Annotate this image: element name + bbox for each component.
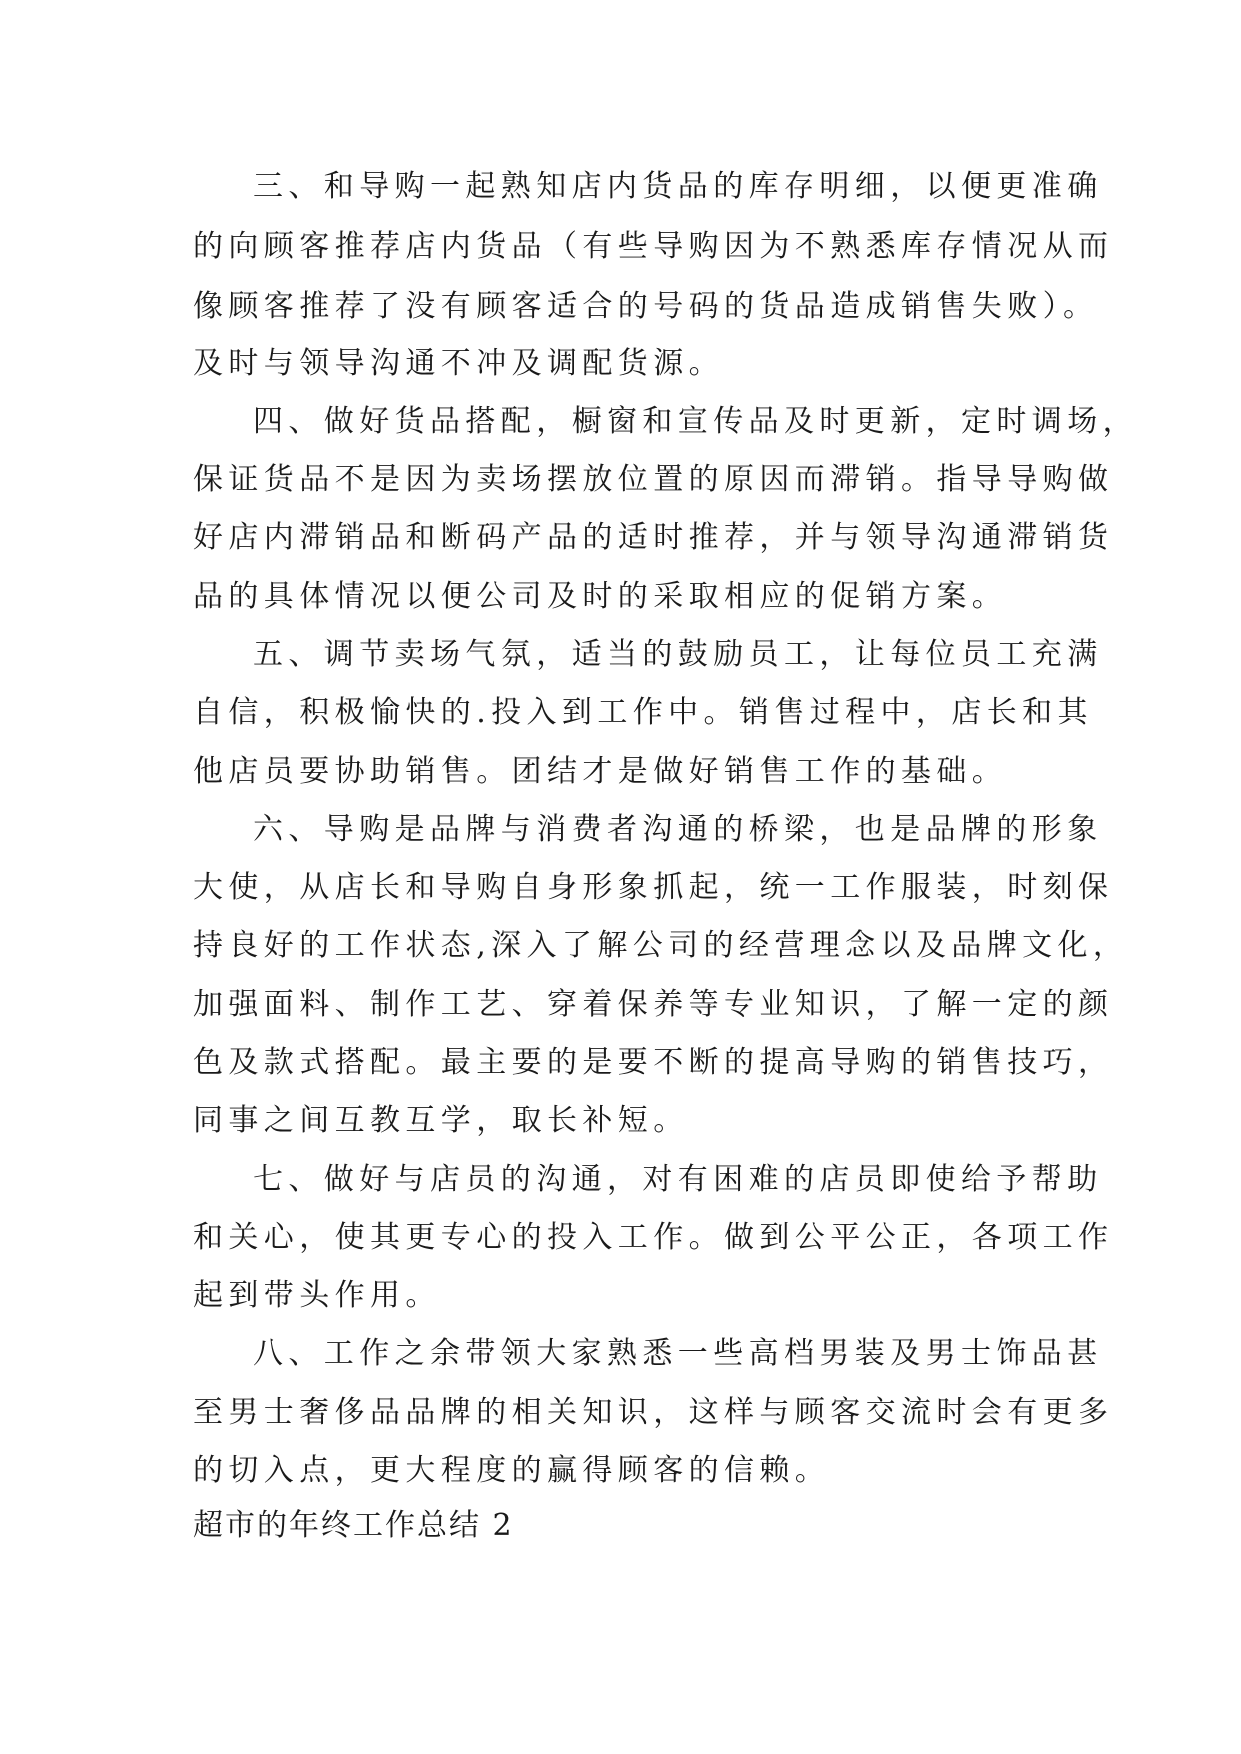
paragraph-7-line-3: 起到带头作用。	[193, 1278, 441, 1313]
paragraph-7-line-2: 和关心，使其更专心的投入工作。做到公平公正，各项工作	[193, 1220, 1114, 1255]
section-heading: 超市的年终工作总结 2	[193, 1508, 514, 1543]
paragraph-4-line-2: 保证货品不是因为卖场摆放位置的原因而滞销。指导导购做	[193, 462, 1114, 497]
paragraph-4-line-3: 好店内滞销品和断码产品的适时推荐，并与领导沟通滞销货	[193, 520, 1114, 555]
paragraph-6-line-3: 持良好的工作状态,深入了解公司的经营理念以及品牌文化，	[193, 928, 1129, 963]
paragraph-6-line-6: 同事之间互教互学，取长补短。	[193, 1103, 689, 1138]
paragraph-8-line-1: 八、工作之余带领大家熟悉一些高档男装及男士饰品甚	[253, 1336, 1103, 1371]
paragraph-6-line-2: 大使，从店长和导购自身形象抓起，统一工作服装，时刻保	[193, 870, 1114, 905]
paragraph-8-line-2: 至男士奢侈品品牌的相关知识，这样与顾客交流时会有更多	[193, 1395, 1114, 1430]
paragraph-8-line-3: 的切入点，更大程度的赢得顾客的信赖。	[193, 1453, 831, 1488]
paragraph-6-line-1: 六、导购是品牌与消费者沟通的桥梁，也是品牌的形象	[253, 812, 1103, 847]
paragraph-3-line-3: 像顾客推荐了没有顾客适合的号码的货品造成销售失败）。	[193, 289, 1099, 324]
paragraph-7-line-1: 七、做好与店员的沟通，对有困难的店员即使给予帮助	[253, 1162, 1103, 1197]
paragraph-4-line-4: 品的具体情况以便公司及时的采取相应的促销方案。	[193, 579, 1008, 614]
paragraph-4-line-1: 四、做好货品搭配，橱窗和宣传品及时更新，定时调场，	[253, 404, 1138, 439]
paragraph-5-line-1: 五、调节卖场气氛，适当的鼓励员工，让每位员工充满	[253, 637, 1103, 672]
paragraph-3-line-1: 三、和导购一起熟知店内货品的库存明细，以便更准确	[253, 169, 1103, 204]
paragraph-6-line-4: 加强面料、制作工艺、穿着保养等专业知识，了解一定的颜	[193, 987, 1114, 1022]
paragraph-3-line-2: 的向顾客推荐店内货品（有些导购因为不熟悉库存情况从而	[193, 229, 1114, 264]
paragraph-3-line-4: 及时与领导沟通不冲及调配货源。	[193, 346, 724, 381]
paragraph-5-line-3: 他店员要协助销售。团结才是做好销售工作的基础。	[193, 754, 1008, 789]
paragraph-6-line-5: 色及款式搭配。最主要的是要不断的提高导购的销售技巧，	[193, 1045, 1114, 1080]
paragraph-5-line-2: 自信，积极愉快的.投入到工作中。销售过程中，店长和其	[193, 695, 1093, 730]
